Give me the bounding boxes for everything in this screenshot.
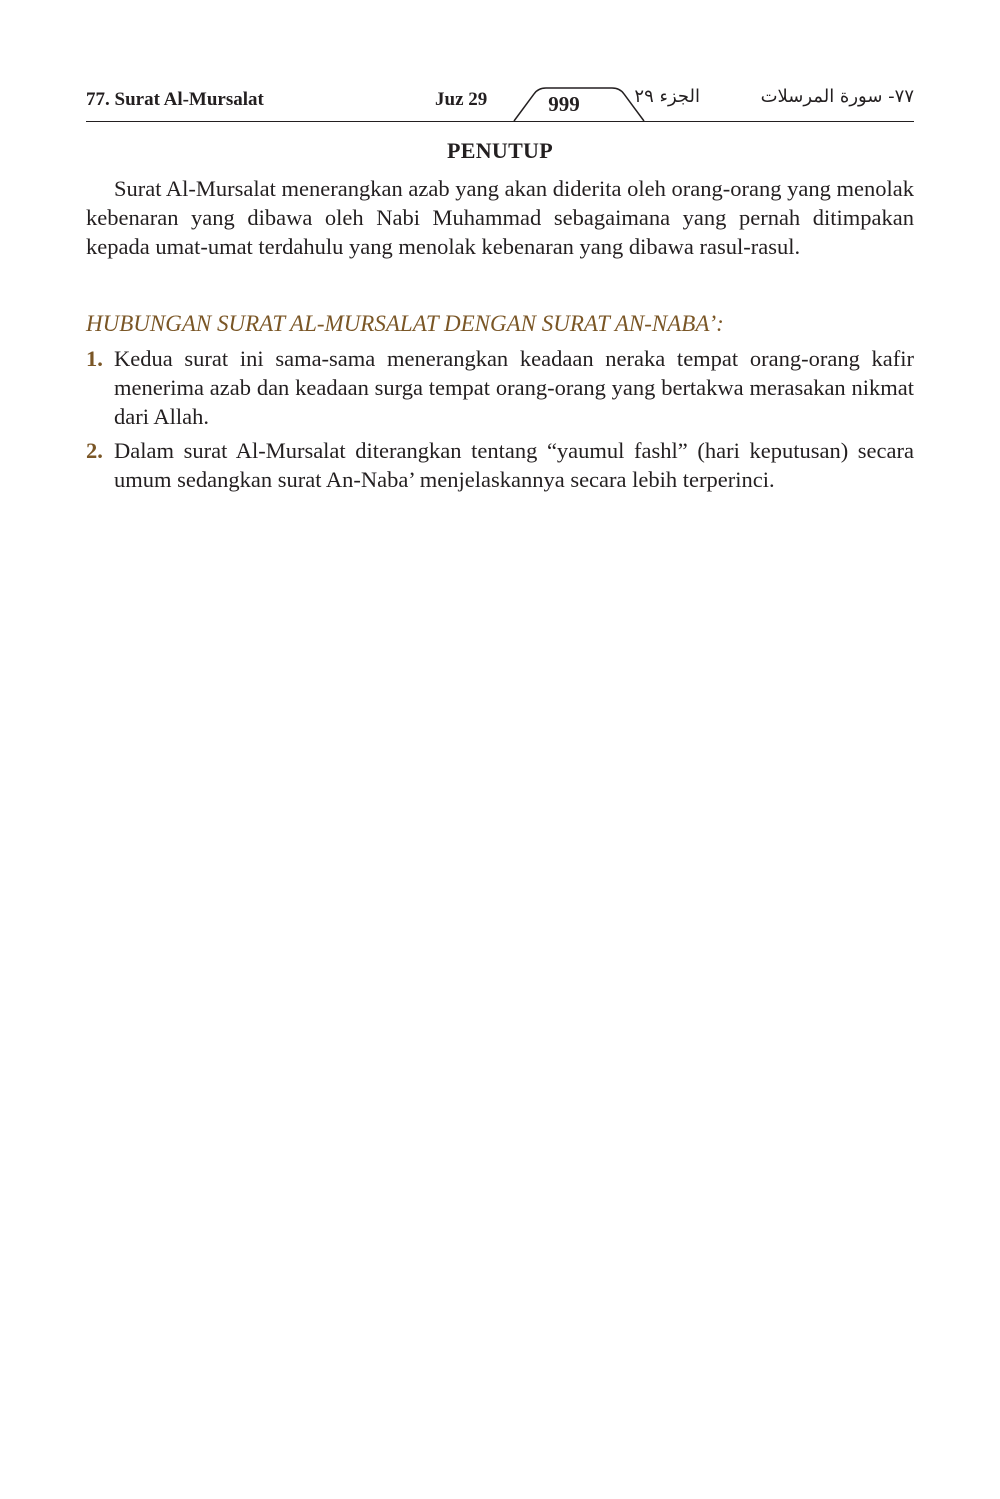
page-number: 999: [548, 92, 580, 116]
relation-list: [86, 344, 914, 499]
surah-title-arabic: ٧٧- سورة المرسلات: [760, 86, 914, 107]
section-title: PENUTUP: [447, 138, 553, 163]
list-item-number: 2.: [86, 438, 103, 463]
list-item: [86, 436, 914, 494]
list-item-number: 1.: [86, 346, 103, 371]
list-item-text: Kedua surat ini sama-sama menerangkan keadaan neraka tempat orang-orang kafir menerima azab dan keadaan surga tempat orang-orang yang bertakwa merasakan nikmat dari Allah.: [114, 346, 914, 429]
page-header: [86, 84, 914, 126]
juz-label-latin: Juz 29: [435, 89, 488, 110]
header-rule: [86, 121, 914, 122]
list-item-text: Dalam surat Al-Mursalat diterangkan tentang “yaumul fashl” (hari keputusan) secara umum sedangkan surat An-Naba’ menjelaskannya secara lebih terperinci.: [114, 438, 914, 492]
relation-heading: HUBUNGAN SURAT AL-MURSALAT DENGAN SURAT AN-NABA’:: [86, 311, 724, 336]
surah-title-latin: 77. Surat Al-Mursalat: [86, 89, 264, 110]
list-item: [86, 344, 914, 431]
closing-paragraph: Surat Al-Mursalat menerangkan azab yang akan diderita oleh orang-orang yang menolak kebenaran yang dibawa oleh Nabi Muhammad sebagaimana yang pernah ditimpakan kepada umat-umat terdahulu yang menolak kebenaran yang dibawa rasul-rasul.: [86, 176, 914, 259]
juz-label-arabic: الجزء ٢٩: [634, 86, 700, 107]
